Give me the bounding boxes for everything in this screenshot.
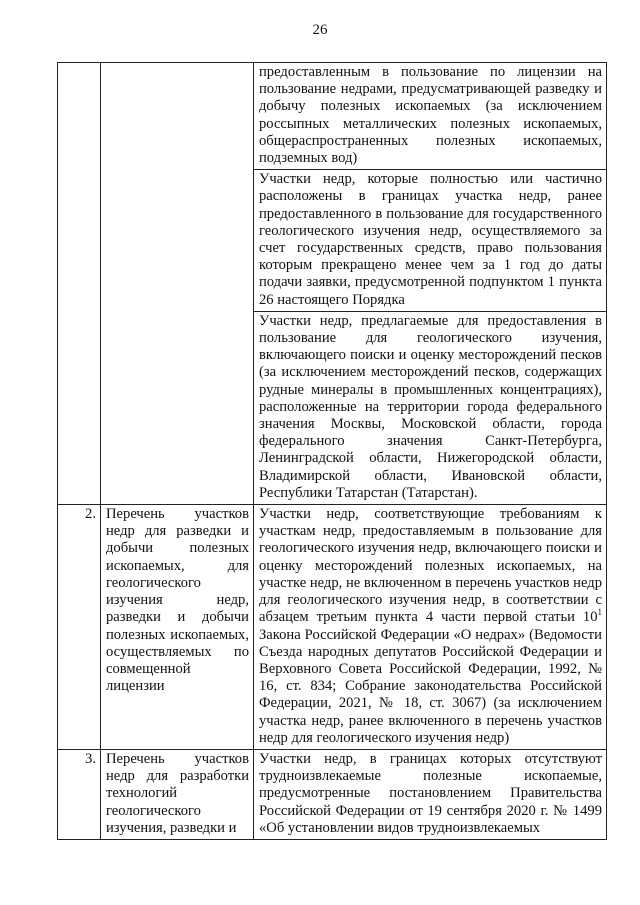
row-description: Участки недр, которые полностью или частично расположены в границах участка недр, ранее предоставленного в пользование для государственного геологического изучения недр, осуществляемого за счет государственных средств, право пользования которым прекращено менее чем за 1 год до даты подачи заявки, предусмотренной подпунктом 1 пункта 26 настоящего Порядка <box>254 170 607 312</box>
table-row <box>58 63 607 170</box>
row-description: Участки недр, предлагаемые для предоставления в пользование для геологического изучения, включающего поиски и оценку месторождений песков (за исключением месторождений песков, содержащих рудные минералы в промышленных концентрациях), расположенные на территории города федерального значения Москвы, Московской области, города федерального значения Санкт-Петербурга, Ленинградской области, Нижегородской области, Владимирской области, Ивановской области, Республики Татарстан (Татарстан). <box>254 311 607 504</box>
document-table <box>57 62 607 840</box>
row-description: предоставленным в пользование по лицензии на пользование недрами, предусматривающей разведку и добычу полезных ископаемых (за исключением россыпных металлических полезных ископаемых, общераспространенных полезных ископаемых, подземных вод) <box>254 63 607 170</box>
row-description <box>254 505 607 750</box>
table-row <box>58 505 607 750</box>
row-description-part: Закона Российской Федерации «О недрах» (Ведомости Съезда народных депутатов Российской Федерации и Верховного Совета Российской Федерации, 1992, № 16, ст. 834; Собрание законодательства Российской Федерации, 2021, № 18, ст. 3067) (за исключением участка недр, ранее включенного в перечень участков недр для геологического изучения недр) <box>259 626 602 746</box>
row-number <box>58 63 101 505</box>
row-description-part: Участки недр, соответствующие требованиям к участкам недр, предоставляемым в пользование для геологического изучения недр, включающего поиски и оценку месторождений полезных ископаемых, на участке недр, не включенном в перечень участков недр для геологического изучения недр, в соответствии с абзацем третьим пункта 4 части первой статьи 10 <box>259 506 602 626</box>
row-number: 2. <box>58 505 101 750</box>
row-list-name: Перечень участков недр для разработки технологий геологического изучения, разведки и <box>101 749 254 839</box>
table-row <box>58 749 607 839</box>
row-number: 3. <box>58 749 101 839</box>
row-list-name: Перечень участков недр для разведки и добычи полезных ископаемых, для геологического изучения недр, разведки и добычи полезных ископаемых, осуществляемых по совмещенной лицензии <box>101 505 254 750</box>
row-list-name <box>101 63 254 505</box>
row-description: Участки недр, в границах которых отсутствуют трудноизвлекаемые полезные ископаемые, предусмотренные постановлением Правительства Российской Федерации от 19 сентября 2020 г. № 1499 «Об установлении видов трудноизвлекаемых <box>254 749 607 839</box>
page-number: 26 <box>312 22 328 38</box>
superscript-footnote: 1 <box>597 607 602 618</box>
